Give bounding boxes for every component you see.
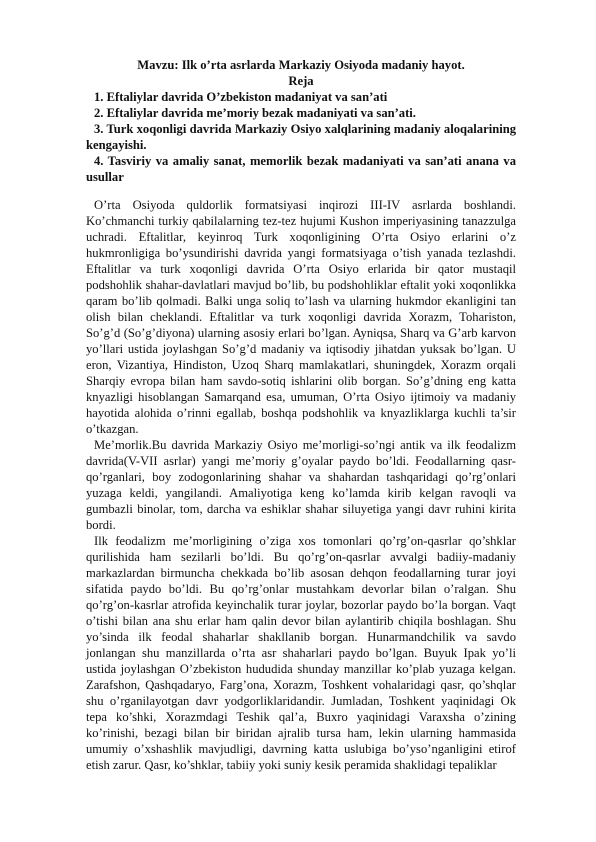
body-paragraph: Ilk feodalizm me’morligining o’ziga xos tomonlari qo’rg’on-qasrlar qo’shklar qurilishida ham sezilarli bo’ldi. Bu qo’rg’on-qasrlar avvalgi badiiy-madaniy markazlardan birmuncha chekkada bo’lib asosan dehqon feodallarning turar joyi sifatida paydo bo’ldi. Bu qo’rg’onlar mustahkam devorlar bilan o’ralgan. Shu qo’rg’on-kasrlar atrofida keyinchalik turar joylar, bozorlar paydo bo’la borgan. Vaqt o’tishi bilan ana shu erlar ham qalin devor bilan aylantirib chiqila boshlagan. Shu yo’sinda ilk feodal shaharlar shakllanib borgan. Hunarmandchilik va savdo jonlangan shu manzillarda o’rta asr shaharlari paydo bo’lgan. Buyuk Ipak yo’li ustida joylashgan O’zbekiston hududida shunday manzillar ko’plab yuzaga kelgan. Zarafshon, Qashqadaryo, Farg’ona, Xorazm, Toshkent vohalaridagi qasr, qo’shqlar shu o’rganilayotgan davr yodgorliklaridandir. Jumladan, Toshkent yaqinidagi Ok tepa ko’shki, Xorazmdagi Teshik qal’a, Buxro yaqinidagi Varaxsha o’zining ko’rinishi, bezagi bilan bir biridan ajralib tursa ham, lekin ularning hammasida umumiy o’xshashlik mavjudligi, davrning katta uslubiga bo’yso’nganligini etirof etish zarur. Qasr, ko’shklar, tabiiy yoki suniy kesik peramida shaklidagi tepaliklar — [86, 534, 516, 772]
body-paragraph: O’rta Osiyoda quldorlik formatsiyasi inqirozi III-IV asrlarda boshlandi. Ko’chmanchi turkiy qabilalarning tez-tez hujumi Kushon imperiyasining tanazzulga uchradi. Eftalitlar, keyinroq Turk xoqonligining O’rta Osiyo erlarini o’z hukmronligiga bo’ysundirishi davrida yangi formatsiyaga o’tish yanada tezlashdi. Eftalitlar va turk xoqonligi davrida O’rta Osiyo erlarida bir qator mustaqil podshohlik shahar-davlatlari mavjud bo’lib, bu podshohliklar eftalit yoki xoqonlikka qaram bo’lib qolmadi. Balki unga soliq to’lash va ularning hukmdor ekanligini tan olish bilan cheklandi. Eftalitlar va turk xoqonligi davrida Xorazm, Tohariston, So’g’d (So’g’diyona) ularning asosiy erlari bo’lgan. Ayniqsa, Sharq va G’arb karvon yo’llari ustida joylashgan So’g’d madaniy va iqtisodiy jihatdan yuksak bo’lgan. U eron, Vizantiya, Hindiston, Uzoq Sharq mamlakatlari, shuningdek, Xorazm orqali Sharqiy evropa bilan ham savdo-sotiq ishlarini olib borgan. So’g’dning eng katta knyazligi hisoblangan Samarqand esa, umuman, O’rta Osiyo ijtimoiy va madaniy hayotida alohida o’rinni egallab, boshqa podshohlik va knyazliklarga kuchli ta’sir o’tkazgan. — [86, 198, 516, 436]
body-paragraph: Me’morlik.Bu davrida Markaziy Osiyo me’morligi-so’ngi antik va ilk feodalizm davrida(V-VII asrlar) yangi me’moriy g’oyalar paydo bo’ldi. Feodallarning qasr-qo’rganlari, boy zodogonlarining shahar va shahardan tashqaridagi qo’rg’onlari yuzaga keldi, yangilandi. Amaliyotiga keng ko’lamda kirib kelgan ravoqli va gumbazli binolar, tom, darcha va eshiklar shahar siluyetiga yangi davr ruhini kirita bordi. — [86, 438, 516, 532]
plan-heading: Reja — [288, 74, 314, 88]
plan-outline — [86, 89, 516, 185]
outline-item: 2. Eftaliylar davrida me’moriy bezak madaniyati va san’ati. — [94, 106, 416, 120]
outline-item: 4. Tasviriy va amaliy sanat, memorlik bezak madaniyati va san’ati anana va usullar — [86, 154, 516, 184]
document-title: Mavzu: Ilk o’rta asrlarda Markaziy Osiyoda madaniy hayot. — [137, 58, 465, 72]
outline-item: 3. Turk xoqonligi davrida Markaziy Osiyo xalqlarining madaniy aloqalarining kengayishi. — [86, 122, 516, 152]
outline-item: 1. Eftaliylar davrida O’zbekiston madaniyat va san’ati — [94, 90, 388, 104]
